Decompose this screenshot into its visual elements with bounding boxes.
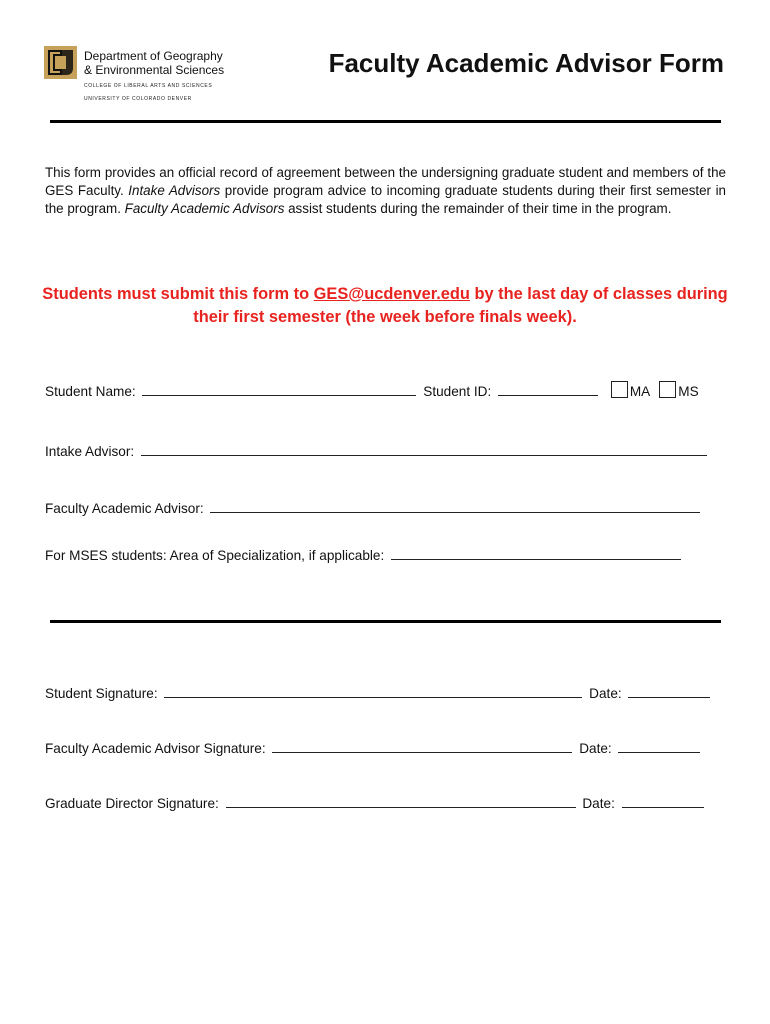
submission-notice xyxy=(40,283,730,329)
notice-text-after: by the last day of classes during their first semester (the week before finals week). xyxy=(193,285,728,326)
faculty-advisor-label: Faculty Academic Advisor: xyxy=(45,501,204,516)
logo-college-line: COLLEGE OF LIBERAL ARTS AND SCIENCES xyxy=(84,83,213,89)
intro-text-2: provide program advice to incoming graduate students during their first semester in the program. xyxy=(45,183,727,217)
intro-text-3: assist students during the remainder of their time in the program. xyxy=(284,201,672,217)
intake-advisor-label: Intake Advisor: xyxy=(45,444,135,459)
graduate-director-signature-label: Graduate Director Signature: xyxy=(45,796,219,811)
faculty-signature-field[interactable] xyxy=(272,739,572,753)
logo-university-line: UNIVERSITY OF COLORADO DENVER xyxy=(84,96,192,102)
student-date-field[interactable] xyxy=(628,684,710,698)
faculty-advisor-row xyxy=(45,499,703,516)
page-title: Faculty Academic Advisor Form xyxy=(328,48,724,78)
faculty-signature-label: Faculty Academic Advisor Signature: xyxy=(45,741,266,756)
header-divider xyxy=(50,120,721,123)
intake-advisor-field[interactable] xyxy=(141,442,707,456)
ucdenver-logo xyxy=(44,46,284,108)
ma-checkbox[interactable] xyxy=(611,381,628,398)
graduate-director-signature-field[interactable] xyxy=(226,794,576,808)
intro-intake-term: Intake Advisors xyxy=(128,183,221,199)
student-signature-label: Student Signature: xyxy=(45,686,158,701)
logo-department-line1: Department of Geography xyxy=(84,49,223,63)
intro-paragraph xyxy=(45,164,726,219)
mses-area-label: For MSES students: Area of Specialization, if applicable: xyxy=(45,548,385,563)
student-info-row xyxy=(45,381,699,399)
faculty-date-field[interactable] xyxy=(618,739,700,753)
email-link[interactable]: GES@ucdenver.edu xyxy=(313,285,470,303)
logo-department-line2: & Environmental Sciences xyxy=(84,63,225,77)
signature-divider xyxy=(50,620,721,623)
student-signature-field[interactable] xyxy=(164,684,582,698)
faculty-signature-row xyxy=(45,739,703,756)
student-id-field[interactable] xyxy=(498,382,598,396)
ms-label: MS xyxy=(678,384,699,399)
graduate-director-signature-row xyxy=(45,794,707,811)
intro-faculty-term: Faculty Academic Advisors xyxy=(124,201,285,217)
ma-label: MA xyxy=(629,384,650,399)
student-signature-row xyxy=(45,684,713,701)
graduate-director-date-field[interactable] xyxy=(622,794,704,808)
mses-area-row xyxy=(45,546,684,563)
student-date-label: Date: xyxy=(589,686,622,701)
ms-checkbox[interactable] xyxy=(659,381,676,398)
notice-text-before: Students must submit this form to xyxy=(42,285,314,303)
cu-logo-icon xyxy=(44,46,77,79)
student-name-field[interactable] xyxy=(142,382,416,396)
intake-advisor-row xyxy=(45,442,710,459)
student-id-label: Student ID: xyxy=(423,384,492,399)
mses-area-field[interactable] xyxy=(391,546,681,560)
faculty-advisor-field[interactable] xyxy=(210,499,700,513)
faculty-date-label: Date: xyxy=(579,741,612,756)
graduate-director-date-label: Date: xyxy=(582,796,615,811)
student-name-label: Student Name: xyxy=(45,384,136,399)
intro-text-1: This form provides an official record of agreement between the undersigning graduate student and members of the GES Faculty. xyxy=(45,165,726,199)
